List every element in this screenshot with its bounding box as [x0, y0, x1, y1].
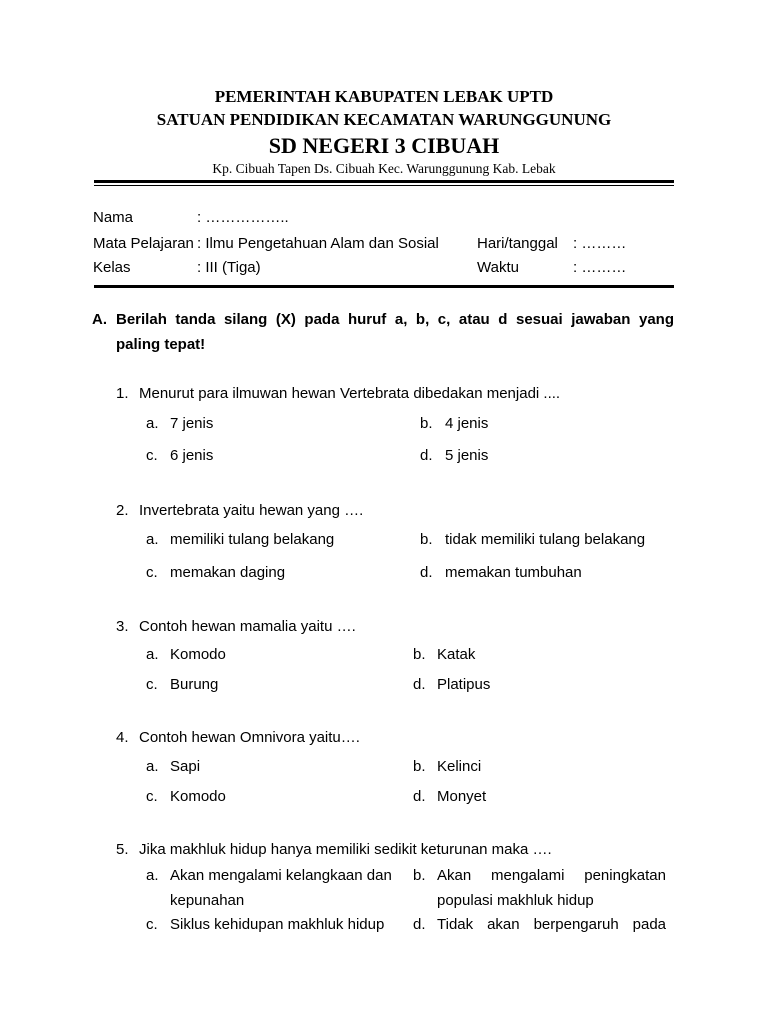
- school-name: SD NEGERI 3 CIBUAH: [268, 133, 500, 158]
- q5-option-a-text-line-1: Akan mengalami kelangkaan dan: [170, 867, 392, 884]
- header-line-2: SATUAN PENDIDIKAN KECAMATAN WARUNGGUNUNG: [156, 110, 612, 129]
- q2-option-a-text: memiliki tulang belakang: [170, 531, 335, 548]
- header-rule-thick: [94, 180, 674, 183]
- header-line-1: PEMERINTAH KABUPATEN LEBAK UPTD: [214, 87, 554, 106]
- q5-option-d-text: Tidak akan berpengaruh pada: [437, 916, 666, 933]
- question-1-text: Menurut para ilmuwan hewan Vertebrata dibedakan menjadi ....: [139, 385, 561, 402]
- header-rule-thin: [94, 185, 674, 186]
- q2-option-a-letter: a.: [146, 531, 159, 548]
- question-5-text: Jika makhluk hidup hanya memiliki sedikit keturunan maka ….: [139, 841, 552, 858]
- q2-option-b-text: tidak memiliki tulang belakang: [445, 531, 646, 548]
- q4-option-b-letter: b.: [413, 758, 426, 775]
- q4-option-d-text: Monyet: [437, 788, 487, 805]
- question-2-text: Invertebrata yaitu hewan yang ….: [139, 502, 364, 519]
- section-a-letter: A.: [92, 311, 107, 328]
- section-a-instruction-line-2: paling tepat!: [116, 336, 206, 353]
- hari-value: : ………: [573, 235, 627, 252]
- q2-option-c-letter: c.: [146, 564, 158, 581]
- question-4-number: 4.: [116, 729, 129, 746]
- q3-option-d-text: Platipus: [437, 676, 491, 693]
- kelas-label: Kelas: [93, 259, 131, 276]
- q1-option-b-text: 4 jenis: [445, 415, 489, 432]
- q2-option-c-text: memakan daging: [170, 564, 286, 581]
- q3-option-a-text: Komodo: [170, 646, 226, 663]
- question-4-text: Contoh hewan Omnivora yaitu….: [139, 729, 360, 746]
- q2-option-d-text: memakan tumbuhan: [445, 564, 582, 581]
- q1-option-d-text: 5 jenis: [445, 447, 489, 464]
- school-address: Kp. Cibuah Tapen Ds. Cibuah Kec. Warunggunung Kab. Lebak: [212, 161, 556, 176]
- q3-option-d-letter: d.: [413, 676, 426, 693]
- q4-option-a-text: Sapi: [170, 758, 201, 775]
- q1-option-d-letter: d.: [420, 447, 433, 464]
- waktu-label: Waktu: [477, 259, 519, 276]
- question-5-number: 5.: [116, 841, 129, 858]
- q4-option-c-letter: c.: [146, 788, 158, 805]
- question-3-number: 3.: [116, 618, 129, 635]
- q5-option-b-text-line-2: populasi makhluk hidup: [437, 892, 594, 909]
- waktu-value: : ………: [573, 259, 627, 276]
- q1-option-a-letter: a.: [146, 415, 159, 432]
- q3-option-b-letter: b.: [413, 646, 426, 663]
- question-2-number: 2.: [116, 502, 129, 519]
- q3-option-a-letter: a.: [146, 646, 159, 663]
- q5-option-c-text: Siklus kehidupan makhluk hidup: [170, 916, 385, 933]
- q5-option-d-letter: d.: [413, 916, 426, 933]
- q1-option-a-text: 7 jenis: [170, 415, 214, 432]
- q3-option-c-text: Burung: [170, 676, 219, 693]
- nama-label: Nama: [93, 209, 134, 226]
- section-a-instruction-line-1: Berilah tanda silang (X) pada huruf a, b, c, atau d sesuai jawaban yang: [116, 311, 674, 328]
- q4-option-c-text: Komodo: [170, 788, 226, 805]
- q1-option-c-text: 6 jenis: [170, 447, 214, 464]
- q5-option-b-letter: b.: [413, 867, 426, 884]
- q4-option-b-text: Kelinci: [437, 758, 482, 775]
- mapel-label: Mata Pelajaran: [93, 235, 194, 252]
- q5-option-b-text-line-1: Akan mengalami peningkatan: [437, 867, 666, 884]
- q4-option-a-letter: a.: [146, 758, 159, 775]
- mapel-value: : Ilmu Pengetahuan Alam dan Sosial: [197, 235, 439, 252]
- q4-option-d-letter: d.: [413, 788, 426, 805]
- q1-option-b-letter: b.: [420, 415, 433, 432]
- kelas-value: : III (Tiga): [197, 259, 261, 276]
- q5-option-c-letter: c.: [146, 916, 158, 933]
- q1-option-c-letter: c.: [146, 447, 158, 464]
- q5-option-a-letter: a.: [146, 867, 159, 884]
- q2-option-b-letter: b.: [420, 531, 433, 548]
- q3-option-b-text: Katak: [437, 646, 476, 663]
- q5-option-a-text-line-2: kepunahan: [170, 892, 245, 909]
- question-1-number: 1.: [116, 385, 129, 402]
- question-3-text: Contoh hewan mamalia yaitu ….: [139, 618, 356, 635]
- q2-option-d-letter: d.: [420, 564, 433, 581]
- info-rule: [94, 285, 674, 288]
- q3-option-c-letter: c.: [146, 676, 158, 693]
- hari-label: Hari/tanggal: [477, 235, 558, 252]
- nama-value: : ……………..: [197, 209, 289, 226]
